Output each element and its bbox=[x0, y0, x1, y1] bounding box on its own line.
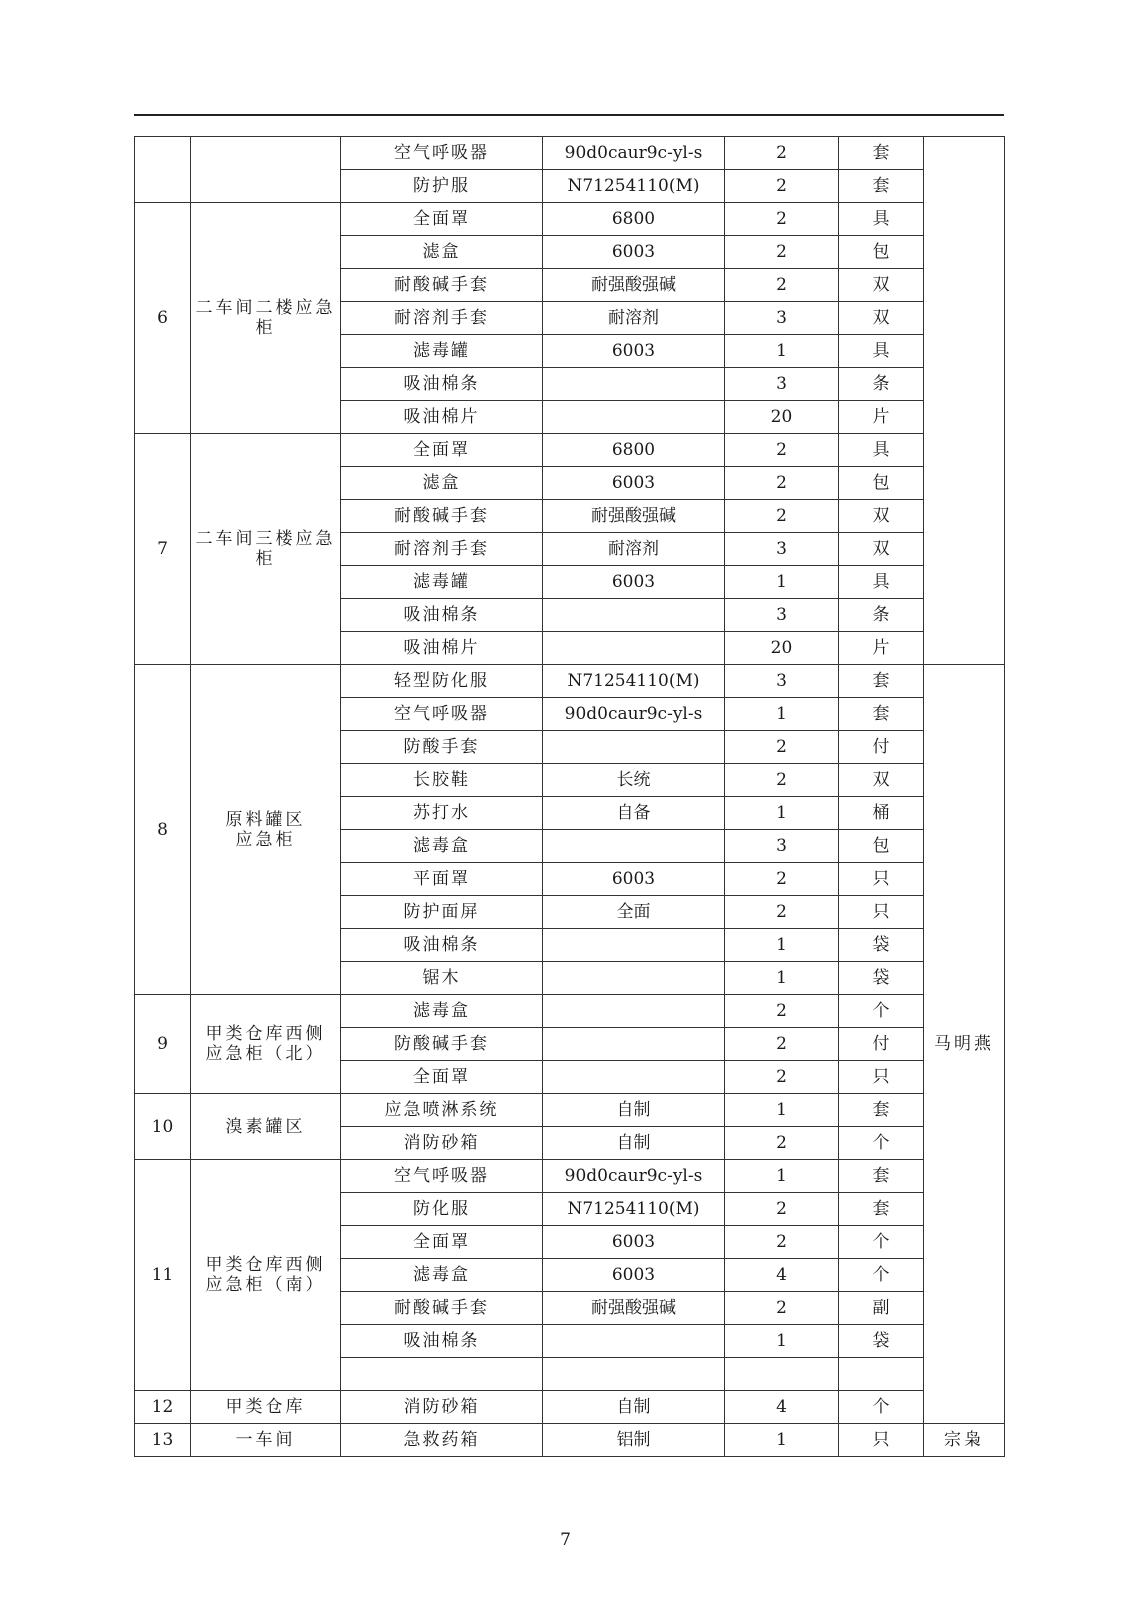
spec-cell: N71254110(M) bbox=[543, 665, 725, 698]
item-name-cell: 滤盒 bbox=[341, 236, 543, 269]
location-line: 一车间 bbox=[235, 1430, 296, 1450]
quantity-cell: 2 bbox=[725, 203, 839, 236]
unit-cell: 套 bbox=[839, 170, 924, 203]
location-line: 应急柜（南） bbox=[205, 1275, 326, 1295]
table-row bbox=[135, 1424, 1005, 1457]
unit-cell: 个 bbox=[839, 1127, 924, 1160]
table-row bbox=[135, 665, 1005, 698]
item-name-cell: 急救药箱 bbox=[341, 1424, 543, 1457]
unit-cell: 具 bbox=[839, 335, 924, 368]
spec-cell: 6800 bbox=[543, 203, 725, 236]
spec-cell: 90d0caur9c-yl-s bbox=[543, 137, 725, 170]
item-name-cell: 防护服 bbox=[341, 170, 543, 203]
quantity-cell: 2 bbox=[725, 995, 839, 1028]
unit-cell: 个 bbox=[839, 1391, 924, 1424]
spec-cell: 6003 bbox=[543, 1259, 725, 1292]
item-name-cell: 耐溶剂手套 bbox=[341, 533, 543, 566]
unit-cell: 个 bbox=[839, 995, 924, 1028]
item-name-cell: 全面罩 bbox=[341, 1226, 543, 1259]
quantity-cell: 1 bbox=[725, 962, 839, 995]
unit-cell: 双 bbox=[839, 302, 924, 335]
item-name-cell: 耐酸碱手套 bbox=[341, 1292, 543, 1325]
unit-cell: 套 bbox=[839, 665, 924, 698]
spec-cell: 耐强酸强碱 bbox=[543, 1292, 725, 1325]
unit-cell: 双 bbox=[839, 500, 924, 533]
spec-cell: 6800 bbox=[543, 434, 725, 467]
quantity-cell: 2 bbox=[725, 269, 839, 302]
location-line: 甲类仓库西侧 bbox=[205, 1255, 326, 1275]
table-row bbox=[135, 1094, 1005, 1127]
item-name-cell: 滤毒盒 bbox=[341, 995, 543, 1028]
spec-cell: 6003 bbox=[543, 467, 725, 500]
quantity-cell: 4 bbox=[725, 1259, 839, 1292]
unit-cell: 套 bbox=[839, 1193, 924, 1226]
item-name-cell: 滤盒 bbox=[341, 467, 543, 500]
unit-cell: 包 bbox=[839, 830, 924, 863]
item-name-cell: 防酸手套 bbox=[341, 731, 543, 764]
location-cell bbox=[191, 137, 341, 203]
location-line: 应急柜 bbox=[235, 829, 296, 850]
quantity-cell: 1 bbox=[725, 1160, 839, 1193]
quantity-cell: 2 bbox=[725, 467, 839, 500]
quantity-cell: 3 bbox=[725, 665, 839, 698]
unit-cell: 套 bbox=[839, 698, 924, 731]
spec-cell: 自备 bbox=[543, 797, 725, 830]
item-name-cell: 滤毒罐 bbox=[341, 335, 543, 368]
quantity-cell: 1 bbox=[725, 929, 839, 962]
item-name-cell: 吸油棉条 bbox=[341, 1325, 543, 1358]
item-name-cell: 平面罩 bbox=[341, 863, 543, 896]
spec-cell bbox=[543, 1325, 725, 1358]
spec-cell: 长统 bbox=[543, 764, 725, 797]
location-line: 柜 bbox=[255, 318, 276, 338]
spec-cell: 6003 bbox=[543, 566, 725, 599]
unit-cell: 付 bbox=[839, 1028, 924, 1061]
location-line: 二车间三楼应急 bbox=[195, 529, 336, 549]
spec-cell: 6003 bbox=[543, 863, 725, 896]
spec-cell bbox=[543, 1061, 725, 1094]
table-row bbox=[135, 995, 1005, 1028]
unit-cell: 套 bbox=[839, 1094, 924, 1127]
quantity-cell: 2 bbox=[725, 137, 839, 170]
item-name-cell: 滤毒罐 bbox=[341, 566, 543, 599]
location-line: 溴素罐区 bbox=[225, 1116, 306, 1137]
spec-cell bbox=[543, 731, 725, 764]
item-name-cell: 防化服 bbox=[341, 1193, 543, 1226]
quantity-cell: 2 bbox=[725, 434, 839, 467]
unit-cell: 桶 bbox=[839, 797, 924, 830]
quantity-cell: 3 bbox=[725, 533, 839, 566]
spec-cell: 自制 bbox=[543, 1127, 725, 1160]
location-cell bbox=[191, 665, 341, 995]
spec-cell: 耐溶剂 bbox=[543, 533, 725, 566]
spec-cell: 耐溶剂 bbox=[543, 302, 725, 335]
item-name-cell: 空气呼吸器 bbox=[341, 698, 543, 731]
responsible-person-cell: 宗枭 bbox=[924, 1424, 1005, 1457]
spec-cell: 铝制 bbox=[543, 1424, 725, 1457]
quantity-cell: 2 bbox=[725, 170, 839, 203]
table-row bbox=[135, 137, 1005, 170]
group-number-cell: 6 bbox=[135, 203, 191, 434]
unit-cell: 双 bbox=[839, 269, 924, 302]
group-number-cell: 11 bbox=[135, 1160, 191, 1391]
quantity-cell: 1 bbox=[725, 797, 839, 830]
item-name-cell: 消防砂箱 bbox=[341, 1391, 543, 1424]
spec-cell bbox=[543, 632, 725, 665]
unit-cell: 付 bbox=[839, 731, 924, 764]
location-cell bbox=[191, 1094, 341, 1160]
location-cell bbox=[191, 203, 341, 434]
emergency-equipment-table bbox=[134, 136, 1005, 1457]
item-name-cell: 全面罩 bbox=[341, 434, 543, 467]
location-cell bbox=[191, 434, 341, 665]
item-name-cell: 防酸碱手套 bbox=[341, 1028, 543, 1061]
unit-cell: 个 bbox=[839, 1226, 924, 1259]
quantity-cell: 3 bbox=[725, 368, 839, 401]
unit-cell: 具 bbox=[839, 566, 924, 599]
spec-cell: 6003 bbox=[543, 335, 725, 368]
item-name-cell: 防护面屏 bbox=[341, 896, 543, 929]
unit-cell: 袋 bbox=[839, 962, 924, 995]
unit-cell: 条 bbox=[839, 599, 924, 632]
quantity-cell bbox=[725, 1358, 839, 1391]
unit-cell: 具 bbox=[839, 203, 924, 236]
group-number-cell bbox=[135, 137, 191, 203]
quantity-cell: 1 bbox=[725, 1094, 839, 1127]
unit-cell: 副 bbox=[839, 1292, 924, 1325]
item-name-cell: 耐溶剂手套 bbox=[341, 302, 543, 335]
spec-cell bbox=[543, 1358, 725, 1391]
quantity-cell: 2 bbox=[725, 1061, 839, 1094]
item-name-cell bbox=[341, 1358, 543, 1391]
quantity-cell: 20 bbox=[725, 401, 839, 434]
location-line: 二车间二楼应急 bbox=[195, 298, 336, 318]
unit-cell: 双 bbox=[839, 533, 924, 566]
spec-cell: 6003 bbox=[543, 1226, 725, 1259]
quantity-cell: 3 bbox=[725, 302, 839, 335]
quantity-cell: 2 bbox=[725, 896, 839, 929]
table-row bbox=[135, 1391, 1005, 1424]
item-name-cell: 苏打水 bbox=[341, 797, 543, 830]
item-name-cell: 耐酸碱手套 bbox=[341, 500, 543, 533]
unit-cell: 双 bbox=[839, 764, 924, 797]
unit-cell: 袋 bbox=[839, 1325, 924, 1358]
spec-cell bbox=[543, 995, 725, 1028]
spec-cell: 耐强酸强碱 bbox=[543, 500, 725, 533]
table-row bbox=[135, 434, 1005, 467]
location-line: 柜 bbox=[255, 549, 276, 569]
quantity-cell: 2 bbox=[725, 1292, 839, 1325]
quantity-cell: 3 bbox=[725, 599, 839, 632]
item-name-cell: 滤毒盒 bbox=[341, 830, 543, 863]
unit-cell: 个 bbox=[839, 1259, 924, 1292]
spec-cell bbox=[543, 830, 725, 863]
group-number-cell: 10 bbox=[135, 1094, 191, 1160]
unit-cell: 包 bbox=[839, 236, 924, 269]
quantity-cell: 2 bbox=[725, 236, 839, 269]
quantity-cell: 1 bbox=[725, 698, 839, 731]
unit-cell: 条 bbox=[839, 368, 924, 401]
unit-cell: 只 bbox=[839, 863, 924, 896]
location-cell bbox=[191, 1160, 341, 1391]
quantity-cell: 20 bbox=[725, 632, 839, 665]
item-name-cell: 长胶鞋 bbox=[341, 764, 543, 797]
table-row bbox=[135, 1160, 1005, 1193]
item-name-cell: 吸油棉片 bbox=[341, 401, 543, 434]
item-name-cell: 全面罩 bbox=[341, 1061, 543, 1094]
group-number-cell: 13 bbox=[135, 1424, 191, 1457]
item-name-cell: 耐酸碱手套 bbox=[341, 269, 543, 302]
quantity-cell: 2 bbox=[725, 500, 839, 533]
location-cell bbox=[191, 1391, 341, 1424]
quantity-cell: 1 bbox=[725, 566, 839, 599]
group-number-cell: 7 bbox=[135, 434, 191, 665]
table-row bbox=[135, 203, 1005, 236]
spec-cell: N71254110(M) bbox=[543, 170, 725, 203]
quantity-cell: 1 bbox=[725, 1424, 839, 1457]
item-name-cell: 吸油棉条 bbox=[341, 599, 543, 632]
quantity-cell: 4 bbox=[725, 1391, 839, 1424]
spec-cell: 自制 bbox=[543, 1094, 725, 1127]
spec-cell: 自制 bbox=[543, 1391, 725, 1424]
item-name-cell: 应急喷淋系统 bbox=[341, 1094, 543, 1127]
item-name-cell: 轻型防化服 bbox=[341, 665, 543, 698]
item-name-cell: 锯木 bbox=[341, 962, 543, 995]
spec-cell: 耐强酸强碱 bbox=[543, 269, 725, 302]
quantity-cell: 1 bbox=[725, 1325, 839, 1358]
header-rule bbox=[134, 114, 1004, 116]
unit-cell: 只 bbox=[839, 896, 924, 929]
item-name-cell: 滤毒盒 bbox=[341, 1259, 543, 1292]
group-number-cell: 8 bbox=[135, 665, 191, 995]
spec-cell: 90d0caur9c-yl-s bbox=[543, 1160, 725, 1193]
unit-cell: 只 bbox=[839, 1061, 924, 1094]
quantity-cell: 2 bbox=[725, 764, 839, 797]
spec-cell bbox=[543, 929, 725, 962]
spec-cell: 90d0caur9c-yl-s bbox=[543, 698, 725, 731]
unit-cell: 片 bbox=[839, 632, 924, 665]
quantity-cell: 2 bbox=[725, 1193, 839, 1226]
unit-cell: 袋 bbox=[839, 929, 924, 962]
table-body bbox=[135, 137, 1005, 1457]
unit-cell: 具 bbox=[839, 434, 924, 467]
unit-cell: 片 bbox=[839, 401, 924, 434]
item-name-cell: 消防砂箱 bbox=[341, 1127, 543, 1160]
unit-cell: 套 bbox=[839, 137, 924, 170]
spec-cell bbox=[543, 962, 725, 995]
spec-cell: N71254110(M) bbox=[543, 1193, 725, 1226]
unit-cell bbox=[839, 1358, 924, 1391]
item-name-cell: 空气呼吸器 bbox=[341, 1160, 543, 1193]
unit-cell: 只 bbox=[839, 1424, 924, 1457]
quantity-cell: 2 bbox=[725, 731, 839, 764]
item-name-cell: 吸油棉片 bbox=[341, 632, 543, 665]
responsible-person-cell bbox=[924, 137, 1005, 665]
quantity-cell: 2 bbox=[725, 1127, 839, 1160]
location-cell bbox=[191, 1424, 341, 1457]
item-name-cell: 全面罩 bbox=[341, 203, 543, 236]
item-name-cell: 吸油棉条 bbox=[341, 368, 543, 401]
spec-cell: 全面 bbox=[543, 896, 725, 929]
quantity-cell: 2 bbox=[725, 1028, 839, 1061]
quantity-cell: 1 bbox=[725, 335, 839, 368]
location-line: 甲类仓库 bbox=[225, 1397, 306, 1417]
unit-cell: 套 bbox=[839, 1160, 924, 1193]
responsible-person-cell: 马明燕 bbox=[924, 665, 1005, 1424]
quantity-cell: 3 bbox=[725, 830, 839, 863]
item-name-cell: 空气呼吸器 bbox=[341, 137, 543, 170]
group-number-cell: 12 bbox=[135, 1391, 191, 1424]
spec-cell bbox=[543, 599, 725, 632]
spec-cell bbox=[543, 401, 725, 434]
location-line: 甲类仓库西侧 bbox=[205, 1024, 326, 1044]
item-name-cell: 吸油棉条 bbox=[341, 929, 543, 962]
unit-cell: 包 bbox=[839, 467, 924, 500]
quantity-cell: 2 bbox=[725, 1226, 839, 1259]
page-number: 7 bbox=[560, 1530, 571, 1550]
spec-cell bbox=[543, 1028, 725, 1061]
quantity-cell: 2 bbox=[725, 863, 839, 896]
spec-cell bbox=[543, 368, 725, 401]
location-line: 原料罐区 bbox=[225, 809, 306, 830]
group-number-cell: 9 bbox=[135, 995, 191, 1094]
spec-cell: 6003 bbox=[543, 236, 725, 269]
location-line: 应急柜（北） bbox=[205, 1044, 326, 1064]
location-cell bbox=[191, 995, 341, 1094]
